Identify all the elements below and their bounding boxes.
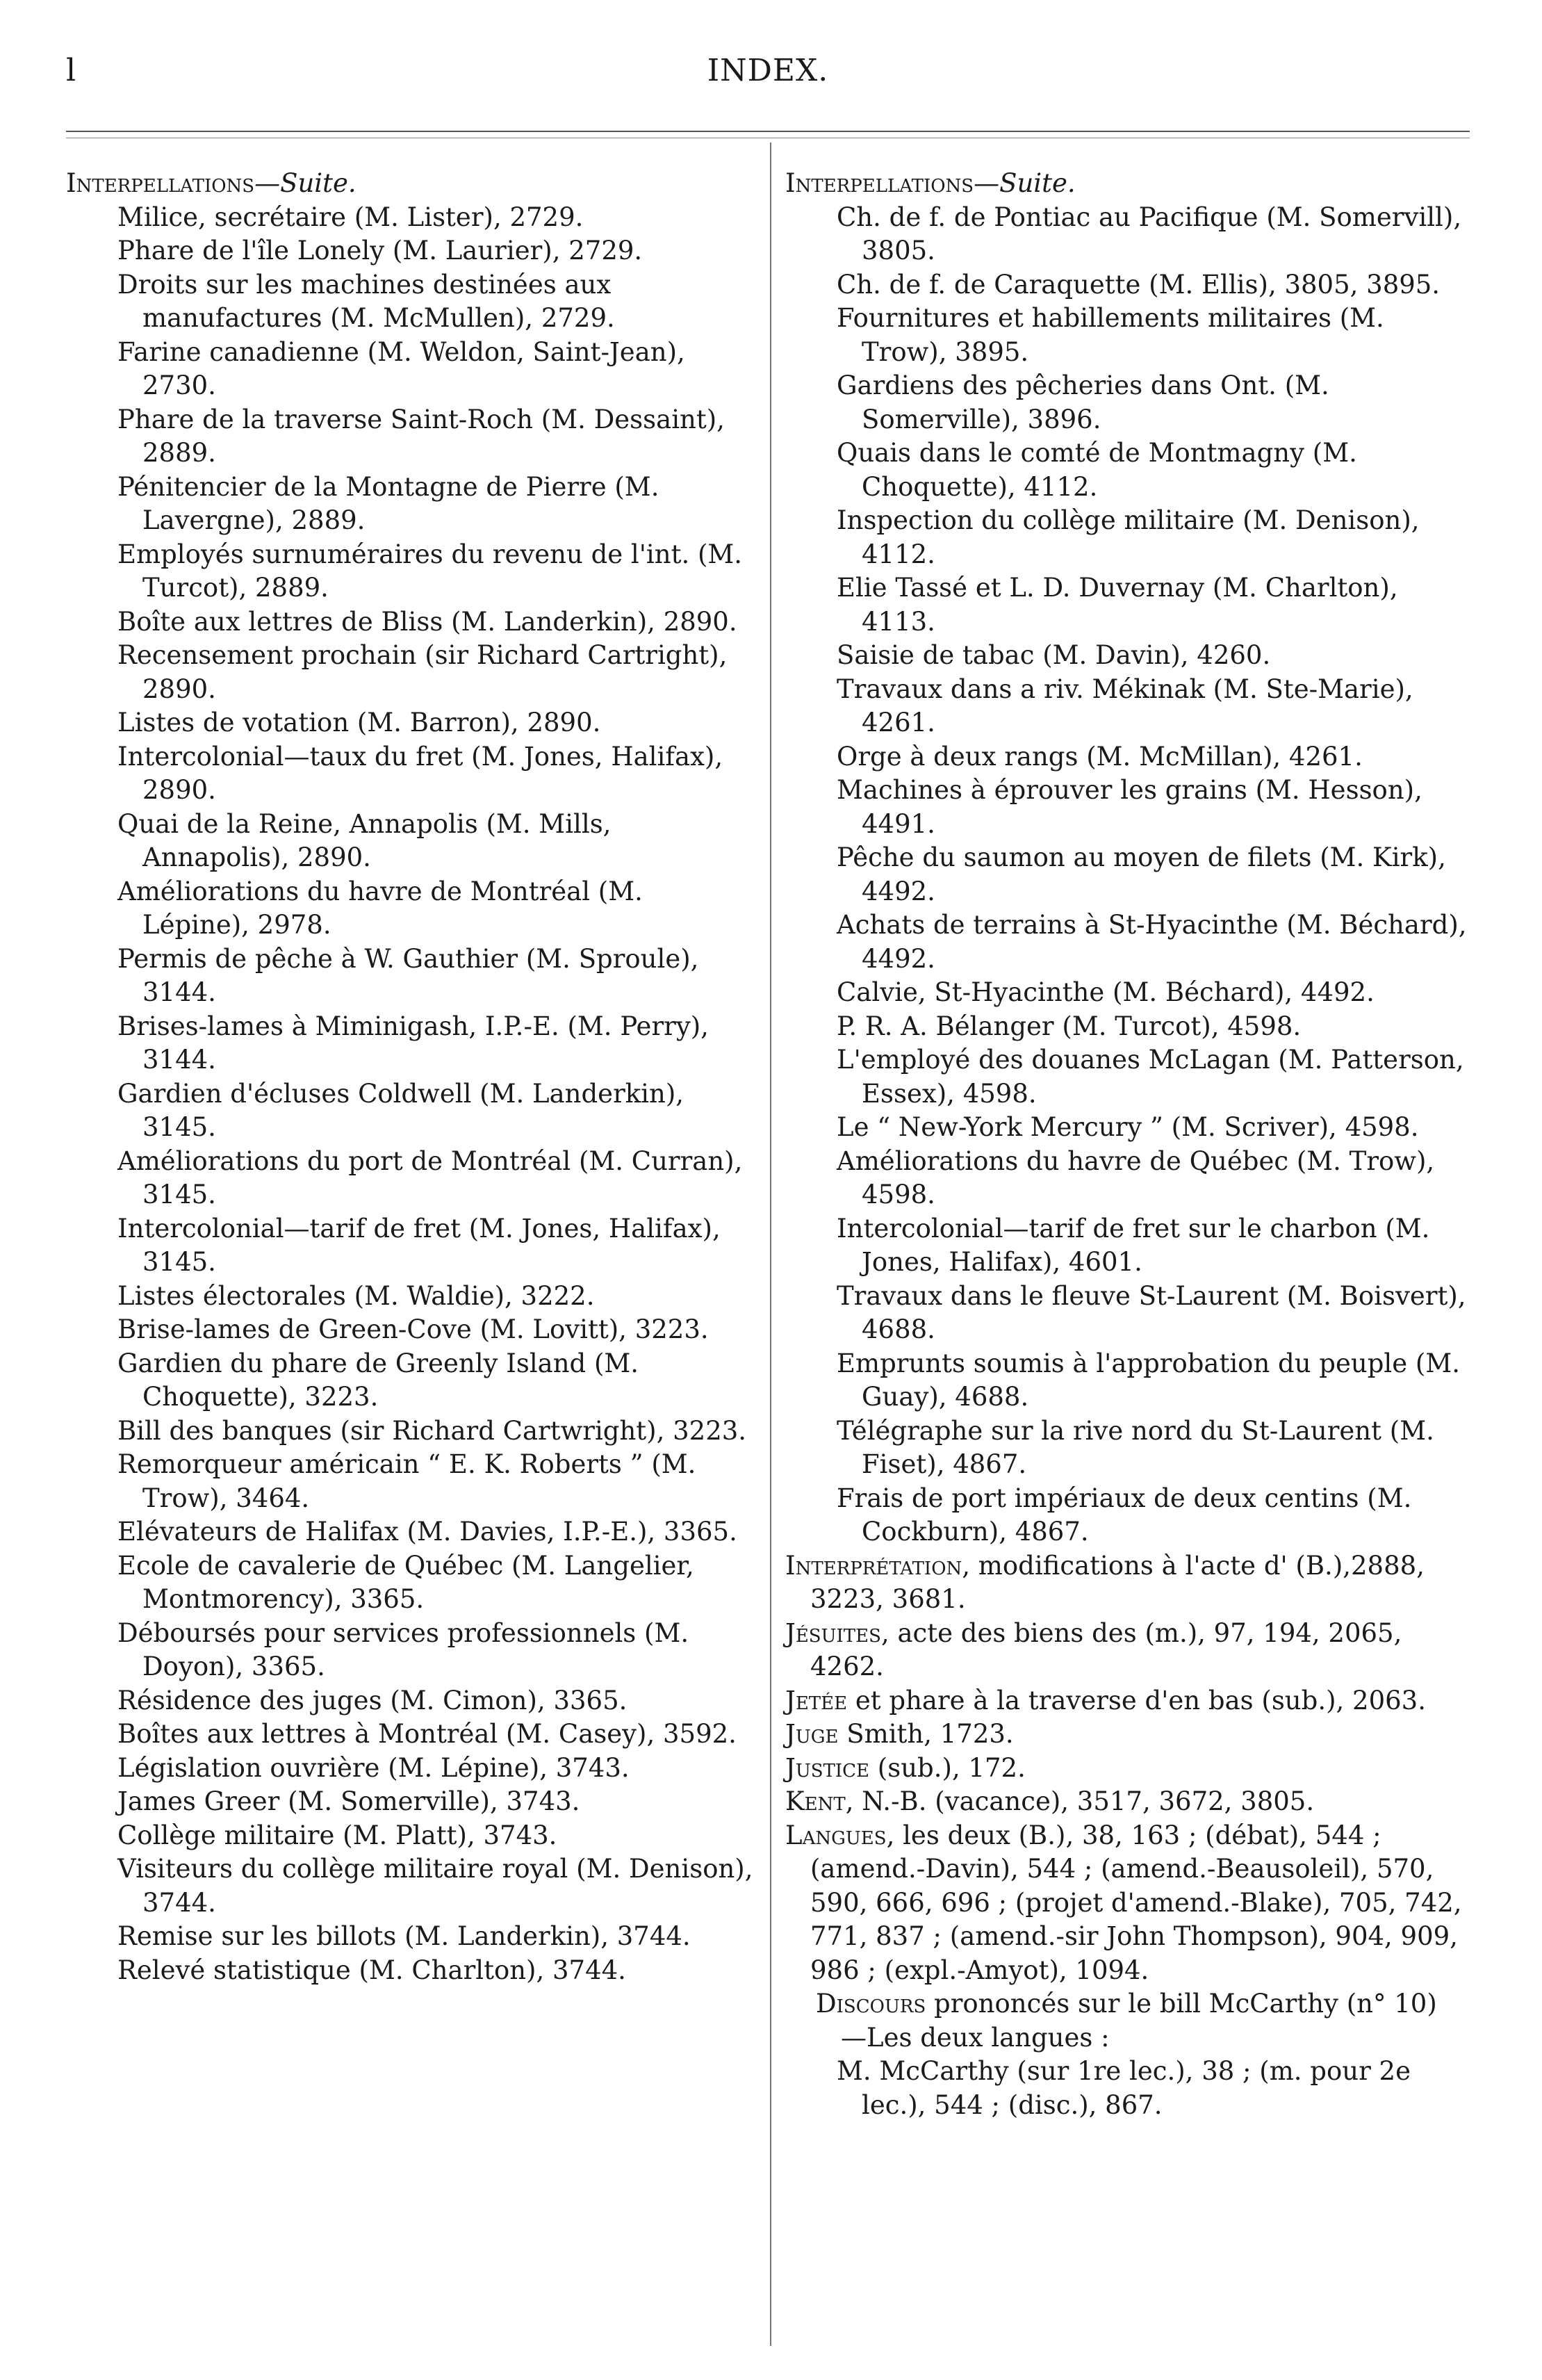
index-entry: Remorqueur américain “ E. K. Roberts ” (M. Trow), 3464. bbox=[117, 1449, 696, 1513]
section-heading: Interpellations—Suite. bbox=[785, 168, 1076, 198]
header-rule bbox=[66, 131, 1470, 132]
index-entry: Recensement prochain (sir Richard Cartright), 2890. bbox=[117, 640, 728, 704]
left-entries bbox=[66, 201, 754, 1988]
index-entry: Relevé statistique (M. Charlton), 3744. bbox=[117, 1955, 626, 1985]
index-entry: Pénitencier de la Montagne de Pierre (M. Lavergne), 2889. bbox=[117, 471, 659, 535]
index-text: (sub.), 172. bbox=[869, 1752, 1026, 1783]
index-entry: Employés surnuméraires du revenu de l'int. (M. Turcot), 2889. bbox=[117, 539, 743, 603]
index-entry: Ch. de f. de Caraquette (M. Ellis), 3805, 3895. bbox=[837, 269, 1441, 300]
index-entry: Brise-lames de Green-Cove (M. Lovitt), 3223. bbox=[117, 1314, 709, 1344]
index-entry: James Greer (M. Somerville), 3743. bbox=[117, 1786, 580, 1816]
index-entry: Ecole de cavalerie de Québec (M. Langelier, Montmorency), 3365. bbox=[117, 1550, 694, 1614]
index-term: Interprétation bbox=[785, 1550, 962, 1581]
main-index-entry bbox=[785, 1549, 1470, 1617]
index-entry: Résidence des juges (M. Cimon), 3365. bbox=[117, 1685, 628, 1715]
index-entry: Machines à éprouver les grains (M. Hesson), 4491. bbox=[837, 775, 1422, 839]
index-entry: Améliorations du havre de Montréal (M. Lépine), 2978. bbox=[117, 876, 643, 940]
index-entry: Quais dans le comté de Montmagny (M. Choquette), 4112. bbox=[837, 438, 1357, 502]
index-entry: Saisie de tabac (M. Davin), 4260. bbox=[837, 640, 1271, 670]
index-entry: Emprunts soumis à l'approbation du peuple (M. Guay), 4688. bbox=[837, 1348, 1460, 1412]
index-entry: Travaux dans le fleuve St-Laurent (M. Boisvert), 4688. bbox=[837, 1280, 1466, 1344]
index-entry: Bill des banques (sir Richard Cartwright), 3223. bbox=[117, 1415, 747, 1446]
index-entry: Améliorations du port de Montréal (M. Curran), 3145. bbox=[117, 1146, 743, 1209]
index-entry: Listes électorales (M. Waldie), 3222. bbox=[117, 1280, 595, 1311]
index-entry: Améliorations du havre de Québec (M. Trow), 4598. bbox=[837, 1146, 1435, 1209]
discours-item: M. McCarthy (sur 1re lec.), 38 ; (m. pour 2e lec.), 544 ; (disc.), 867. bbox=[837, 2056, 1411, 2120]
index-entry: Travaux dans a riv. Mékinak (M. Ste-Marie), 4261. bbox=[837, 674, 1413, 737]
index-entry: Phare de l'île Lonely (M. Laurier), 2729. bbox=[117, 236, 643, 266]
index-entry: Calvie, St-Hyacinthe (M. Béchard), 4492. bbox=[837, 977, 1375, 1007]
index-entry: Ch. de f. de Pontiac au Pacifique (M. Somervill), 3805. bbox=[837, 202, 1462, 266]
discours-entry: Discours prononcés sur le bill McCarthy (n° 10) —Les deux langues : bbox=[816, 1989, 1437, 2053]
index-entry: Fournitures et habillements militaires (M. Trow), 3895. bbox=[837, 303, 1384, 367]
right-column bbox=[785, 167, 1470, 2122]
index-entry: P. R. A. Bélanger (M. Turcot), 4598. bbox=[837, 1011, 1302, 1041]
left-column bbox=[66, 167, 754, 1987]
index-term: Justice bbox=[785, 1752, 870, 1783]
index-text: , les deux (B.), 38, 163 ; (débat), 544 ; (amend.-Davin), 544 ; (amend.-Beausoleil), 570, 590, 666, 696 ; (projet d'amend.-Blake), 705, 742, 771, 837 ; (amend.-sir John Thompson), 904, 909, 986 ; (expl.-Amyot), 1094. bbox=[810, 1820, 1462, 1985]
index-term: Jésuites bbox=[785, 1617, 881, 1648]
index-entry: Gardien du phare de Greenly Island (M. Choquette), 3223. bbox=[117, 1348, 639, 1412]
index-text: , modifications à l'acte d' (B.),2888, 3223, 3681. bbox=[810, 1550, 1425, 1614]
section-heading: Interpellations—Suite. bbox=[66, 168, 356, 198]
index-text: et phare à la traverse d'en bas (sub.), 2063. bbox=[847, 1685, 1426, 1715]
index-entry: Milice, secrétaire (M. Lister), 2729. bbox=[117, 202, 584, 232]
page-header bbox=[66, 50, 1470, 99]
index-entry: Déboursés pour services professionnels (M. Doyon), 3365. bbox=[117, 1617, 689, 1681]
index-term: Juge bbox=[785, 1719, 839, 1749]
index-entry: Orge à deux rangs (M. McMillan), 4261. bbox=[837, 741, 1363, 772]
index-entry: Brises-lames à Miminigash, I.P.-E. (M. Perry), 3144. bbox=[117, 1011, 709, 1075]
index-entry: Boîte aux lettres de Bliss (M. Landerkin), 2890. bbox=[117, 606, 737, 637]
index-entry: Achats de terrains à St-Hyacinthe (M. Béchard), 4492. bbox=[837, 910, 1467, 974]
index-entry: Intercolonial—tarif de fret sur le charbon (M. Jones, Halifax), 4601. bbox=[837, 1213, 1430, 1277]
index-term: Langues bbox=[785, 1820, 887, 1850]
index-entry: L'employé des douanes McLagan (M. Patterson, Essex), 4598. bbox=[837, 1045, 1464, 1109]
index-entry: Remise sur les billots (M. Landerkin), 3744. bbox=[117, 1921, 691, 1951]
index-entry: Elie Tassé et L. D. Duvernay (M. Charlton), 4113. bbox=[837, 573, 1398, 637]
index-entry: Visiteurs du collège militaire royal (M. Denison), 3744. bbox=[117, 1854, 753, 1918]
index-entry: Gardiens des pêcheries dans Ont. (M. Somerville), 3896. bbox=[837, 370, 1329, 434]
main-index-entry bbox=[785, 1684, 1470, 1718]
main-index-entry bbox=[785, 1752, 1470, 1786]
index-text: , N.-B. (vacance), 3517, 3672, 3805. bbox=[845, 1786, 1315, 1816]
index-entry: Permis de pêche à W. Gauthier (M. Sproule), 3144. bbox=[117, 943, 699, 1007]
main-index-entry bbox=[785, 1718, 1470, 1752]
main-index-entry bbox=[785, 1819, 1470, 1988]
index-entry: Droits sur les machines destinées aux manufactures (M. McMullen), 2729. bbox=[117, 269, 615, 333]
index-entry: Phare de la traverse Saint-Roch (M. Dessaint), 2889. bbox=[117, 404, 725, 468]
index-entry: Inspection du collège militaire (M. Denison), 4112. bbox=[837, 505, 1420, 569]
right-main-entries bbox=[785, 1549, 1470, 1988]
index-text: Smith, 1723. bbox=[838, 1719, 1014, 1749]
index-term: Jetée bbox=[785, 1685, 848, 1715]
index-entry: Pêche du saumon au moyen de filets (M. Kirk), 4492. bbox=[837, 842, 1446, 906]
index-entry: Elévateurs de Halifax (M. Davies, I.P.-E.), 3365. bbox=[117, 1517, 737, 1547]
index-text: , acte des biens des (m.), 97, 194, 2065, 4262. bbox=[810, 1617, 1402, 1681]
main-index-entry bbox=[785, 1617, 1470, 1684]
main-index-entry bbox=[785, 1785, 1470, 1819]
index-entry: Intercolonial—tarif de fret (M. Jones, Halifax), 3145. bbox=[117, 1213, 721, 1277]
index-entry: Quai de la Reine, Annapolis (M. Mills, Annapolis), 2890. bbox=[117, 808, 612, 872]
index-entry: Farine canadienne (M. Weldon, Saint-Jean), 2730. bbox=[117, 336, 685, 400]
index-entry: Listes de votation (M. Barron), 2890. bbox=[117, 708, 601, 737]
index-entry: Législation ouvrière (M. Lépine), 3743. bbox=[117, 1752, 630, 1783]
page-title: INDEX. bbox=[707, 53, 829, 88]
index-entry: Intercolonial—taux du fret (M. Jones, Halifax), 2890. bbox=[117, 741, 723, 805]
index-entry: Télégraphe sur la rive nord du St-Laurent (M. Fiset), 4867. bbox=[837, 1415, 1434, 1479]
index-entry: Frais de port impériaux de deux centins (M. Cockburn), 4867. bbox=[837, 1483, 1412, 1547]
index-entry: Le “ New-York Mercury ” (M. Scriver), 4598. bbox=[837, 1112, 1419, 1142]
index-entry: Boîtes aux lettres à Montréal (M. Casey), 3592. bbox=[117, 1719, 737, 1749]
index-entry: Gardien d'écluses Coldwell (M. Landerkin), 3145. bbox=[117, 1078, 684, 1142]
index-term: Kent bbox=[785, 1786, 846, 1816]
right-entries bbox=[785, 201, 1470, 1549]
column-divider bbox=[770, 142, 771, 2346]
page-number: l bbox=[66, 53, 76, 88]
index-entry: Collège militaire (M. Platt), 3743. bbox=[117, 1820, 557, 1850]
